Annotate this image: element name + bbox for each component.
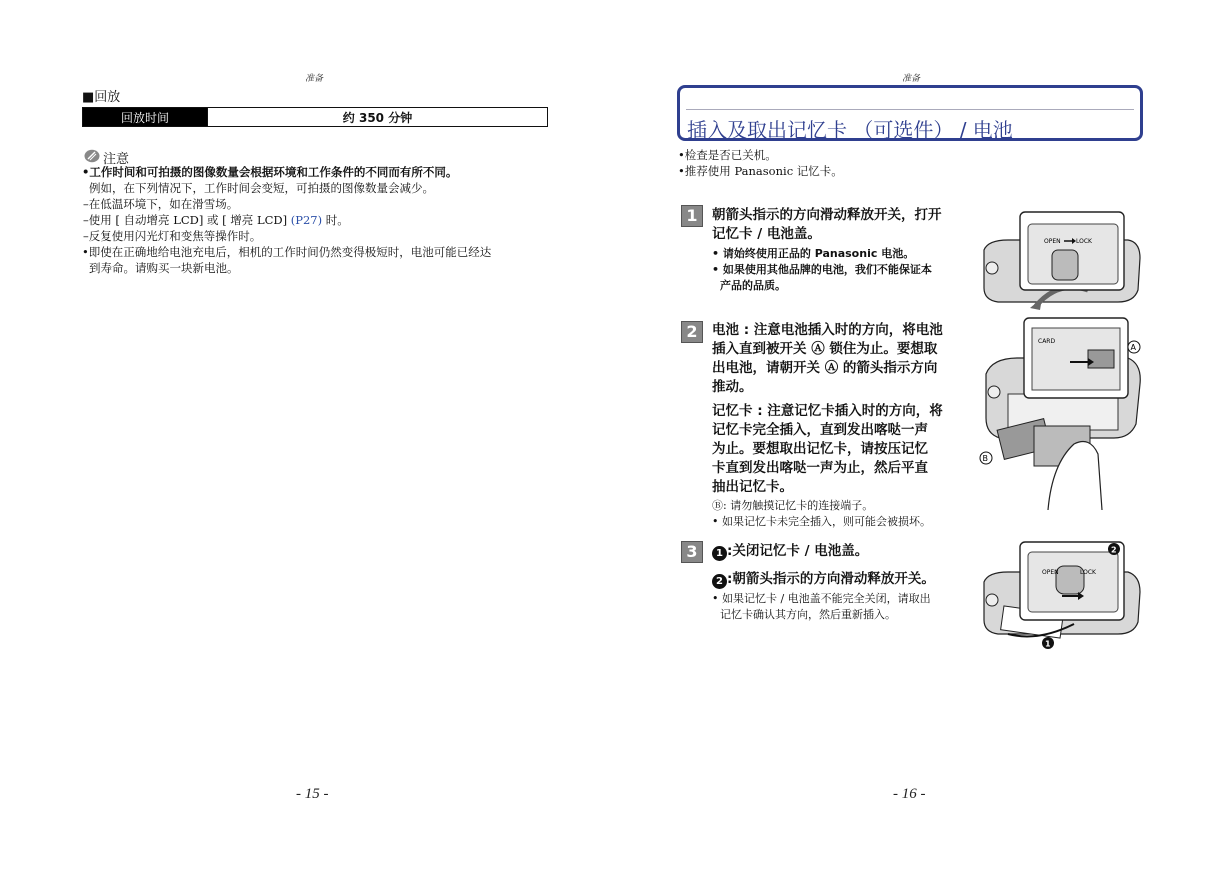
- svg-text:1: 1: [1045, 639, 1051, 649]
- step-3-instruction-1: 1 :关闭记忆卡 / 电池盖。: [712, 542, 868, 561]
- note-line-7: 到寿命。请购买一块新电池。: [89, 261, 239, 275]
- step-2-notes: Ⓑ: 请勿触摸记忆卡的连接端子。 • 如果记忆卡未完全插入，则可能会被损坏。: [712, 499, 931, 528]
- svg-text:CARD: CARD: [1038, 338, 1056, 345]
- page-link-p27[interactable]: (P27): [290, 213, 323, 227]
- title-rule: [686, 109, 1134, 110]
- step-1-illustration: [978, 210, 1144, 310]
- step-3-marker-2: 2: [712, 574, 727, 589]
- page-title: 插入及取出记忆卡 （可选件） / 电池: [687, 118, 1013, 142]
- step-3-number: 3: [681, 541, 703, 563]
- step-3-illustration: [978, 538, 1144, 654]
- section-title-playback: ■回放: [82, 90, 121, 105]
- step-1-number: 1: [681, 205, 703, 227]
- svg-text:2: 2: [1111, 545, 1117, 555]
- left-page-number: - 15 -: [296, 786, 329, 802]
- playback-time-label: 回放时间: [83, 108, 208, 127]
- step-1-instruction: 朝箭头指示的方向滑动释放开关，打开 记忆卡 / 电池盖。: [712, 207, 942, 242]
- step-2-battery-instruction: 电池 : 注意电池插入时的方向，将电池 插入直到被开关 Ⓐ 锁住为止。要想取 出电池，请朝开关 Ⓐ 的箭头指示方向 推动。: [712, 322, 943, 395]
- step-3-notes: • 如果记忆卡 / 电池盖不能完全关闭，请取出 记忆卡确认其方向，然后重新插入。: [712, 592, 931, 621]
- section-title-box: [677, 85, 1143, 141]
- svg-text:B: B: [982, 454, 988, 463]
- playback-time-value: 约 350 分钟: [208, 108, 548, 127]
- note-line-2: 例如，在下列情况下，工作时间会变短，可拍摄的图像数量会减少。: [89, 181, 434, 195]
- step-2-illustration: [978, 314, 1144, 510]
- right-page-number: - 16 -: [893, 786, 926, 802]
- left-page-header: 准备: [305, 74, 324, 84]
- note-line-4: –使用 [ 自动增亮 LCD] 或 [ 增亮 LCD] (P27) 时。: [83, 213, 349, 227]
- svg-text:LOCK: LOCK: [1080, 569, 1096, 576]
- note-line-6: •即使在正确地给电池充电后，相机的工作时间仍然变得极短时，电池可能已经达: [82, 245, 492, 259]
- note-line-3: –在低温环境下，如在滑雪场。: [83, 197, 239, 211]
- svg-text:A: A: [1130, 343, 1136, 352]
- step-2-card-instruction: 记忆卡 : 注意记忆卡插入时的方向，将 记忆卡完全插入，直到发出喀哒一声 为止。要想取出记忆卡，请按压记忆 卡直到发出喀哒一声为止，然后平直 抽出记忆卡。: [712, 403, 943, 495]
- step-3-instruction-2: 2 :朝箭头指示的方向滑动释放开关。: [712, 570, 935, 589]
- step-3-marker-1: 1: [712, 546, 727, 561]
- intro-notes: [678, 147, 843, 179]
- note-line-1: •工作时间和可拍摄的图像数量会根据环境和工作条件的不同而有所不同。: [82, 165, 458, 179]
- step-2-number: 2: [681, 321, 703, 343]
- note-title: 注意: [103, 152, 130, 167]
- note-body: [82, 164, 491, 276]
- intro-line-2: •推荐使用 Panasonic 记忆卡。: [678, 164, 843, 178]
- svg-text:OPEN: OPEN: [1044, 238, 1061, 245]
- svg-text:OPEN: OPEN: [1042, 569, 1059, 576]
- svg-text:LOCK: LOCK: [1076, 238, 1092, 245]
- playback-time-table: [82, 107, 548, 127]
- right-page-header: 准备: [902, 74, 921, 84]
- note-line-5: –反复使用闪光灯和变焦等操作时。: [83, 229, 262, 243]
- step-1-notes: • 请始终使用正品的 Panasonic 电池。 • 如果使用其他品牌的电池，我们不能保证本 产品的品质。: [712, 247, 932, 292]
- intro-line-1: •检查是否已关机。: [678, 148, 777, 162]
